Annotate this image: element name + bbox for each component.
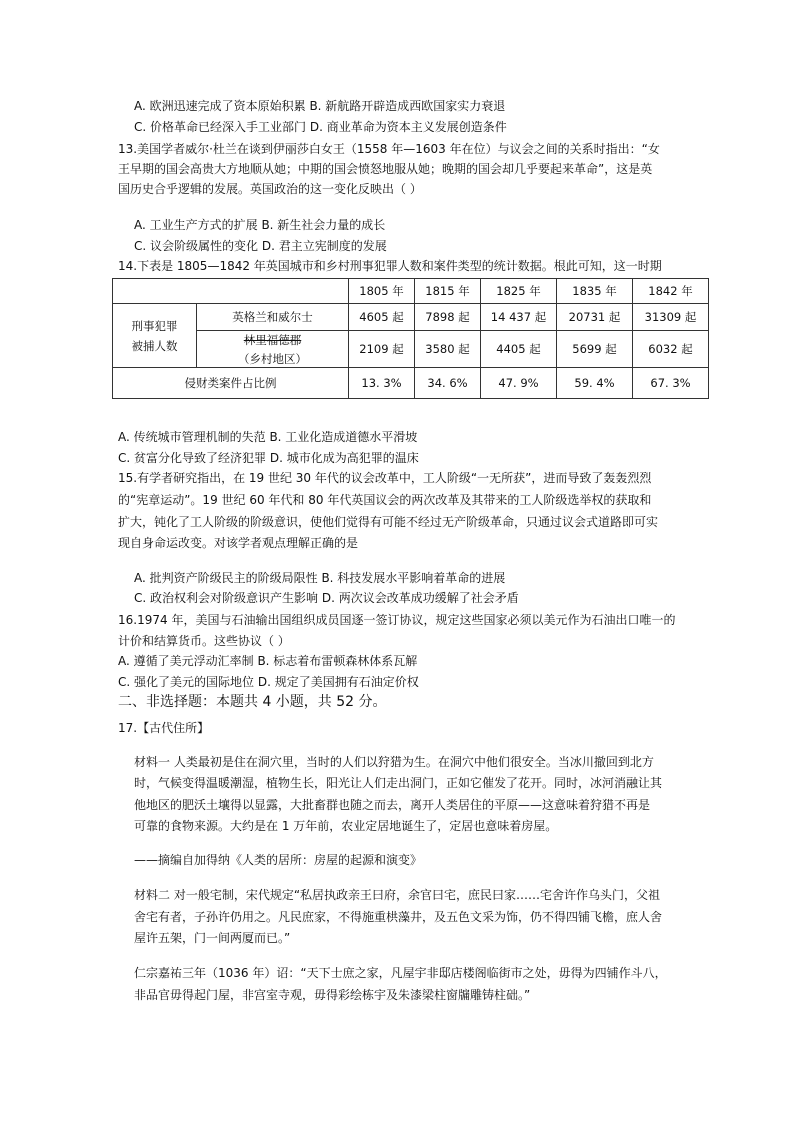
row-label-rural xyxy=(197,331,349,368)
q15-stem-line1: 15.有学者研究指出，在 19 世纪 30 年代的议会改革中，工人阶级“一无所获”，进而导致了轰轰烈烈 xyxy=(118,471,652,485)
material1-line4: 可靠的食物来源。大约是在 1 万年前，农业定居地诞生了，定居也意味着房屋。 xyxy=(134,819,558,833)
year-header: 1815 年 xyxy=(415,279,481,304)
table-header-row xyxy=(113,279,709,304)
table-cell: 31309 起 xyxy=(633,304,709,331)
material2-line1: 材料二 对一般宅制，宋代规定“私居执政亲王曰府，余官曰宅，庶民曰家……宅舍许作乌头门，父祖 xyxy=(134,888,661,902)
q13-options-ab: A. 工业生产方式的扩展 B. 新生社会力量的成长 xyxy=(134,218,386,232)
material3-line1: 仁宗嘉祐三年（1036 年）诏：“天下士庶之家，凡屋宇非邸店楼阁临街市之处，毋得为四铺作斗八， xyxy=(134,966,667,980)
year-header: 1842 年 xyxy=(633,279,709,304)
material2-line3: 屋许五架，门一间两厦而已。” xyxy=(134,931,291,945)
table-cell: 59. 4% xyxy=(557,368,633,399)
table-cell: 20731 起 xyxy=(557,304,633,331)
section-heading-non-choice: 二、非选择题：本题共 4 小题，共 52 分。 xyxy=(118,694,387,710)
table-cell: 13. 3% xyxy=(349,368,415,399)
table-cell: 47. 9% xyxy=(481,368,557,399)
table-row xyxy=(113,331,709,368)
table-cell: 5699 起 xyxy=(557,331,633,368)
table-row xyxy=(113,304,709,331)
row-label-property-crime: 侵财类案件占比例 xyxy=(113,368,349,399)
q15-options-ab: A. 批判资产阶级民主的阶级局限性 B. 科技发展水平影响着革命的进展 xyxy=(134,571,506,585)
year-header: 1825 年 xyxy=(481,279,557,304)
year-header: 1835 年 xyxy=(557,279,633,304)
table-cell: 14 437 起 xyxy=(481,304,557,331)
q16-options-cd: C. 强化了美元的国际地位 D. 规定了美国拥有石油定价权 xyxy=(118,675,419,689)
row-label-rural-line1: 林里福德郡 xyxy=(243,332,302,347)
material1-line3: 他地区的肥沃土壤得以显露，大批畜群也随之而去，离开人类居住的平原——这意味着狩猎不再是 xyxy=(134,798,651,812)
material3-line2: 非品官毋得起门屋，非宫室寺观，毋得彩绘栋宇及朱漆梁柱窗牖雕铸柱础。” xyxy=(134,988,531,1002)
row-group-label xyxy=(113,304,197,368)
row-label-rural-line2: （乡村地区） xyxy=(238,351,307,366)
q13-stem-line3: 国历史合乎逻辑的发展。英国政治的这一变化反映出（ ） xyxy=(118,182,422,196)
q13-stem-line1: 13.美国学者威尔·杜兰在谈到伊丽莎白女王（1558 年—1603 年在位）与议会之间的关系时指出：“女 xyxy=(118,142,660,156)
q15-stem-line2: 的“宪章运动”。19 世纪 60 年代和 80 年代英国议会的两次改革及其带来的工人阶级选举权的获取和 xyxy=(118,493,652,507)
q15-stem-line3: 扩大，钝化了工人阶级的阶级意识，使他们觉得有可能不经过无产阶级革命，只通过议会式道路即可实 xyxy=(118,515,659,529)
table-cell: 34. 6% xyxy=(415,368,481,399)
q14-options-cd: C. 贫富分化导致了经济犯罪 D. 城市化成为高犯罪的温床 xyxy=(118,451,419,465)
q13-options-cd: C. 议会阶级属性的变化 D. 君主立宪制度的发展 xyxy=(134,239,387,253)
q16-stem-line1: 16.1974 年，美国与石油输出国组织成员国逐一签订协议，规定这些国家必须以美元作为石油出口唯一的 xyxy=(118,613,676,627)
q12-options-ab: A. 欧洲迅速完成了资本原始积累 B. 新航路开辟造成西欧国家实力衰退 xyxy=(134,99,506,113)
table-corner-cell xyxy=(113,279,349,304)
crime-statistics-table xyxy=(112,278,709,399)
table-cell: 6032 起 xyxy=(633,331,709,368)
material1-line2: 时，气候变得温暖潮湿，植物生长，阳光让人们走出洞门，正如它催发了花开。同时，冰河消融让其 xyxy=(134,776,663,790)
table-cell: 4605 起 xyxy=(349,304,415,331)
year-header: 1805 年 xyxy=(349,279,415,304)
table-cell: 67. 3% xyxy=(633,368,709,399)
q17-heading: 17.【古代住所】 xyxy=(118,721,210,735)
q13-stem-line2: 王早期的国会高贵大方地顺从她；中期的国会愤怒地服从她；晚期的国会却几乎要起来革命”，这是英 xyxy=(118,162,653,176)
material1-source: ——摘编自加得纳《人类的居所：房屋的起源和演变》 xyxy=(134,853,423,867)
table-cell: 3580 起 xyxy=(415,331,481,368)
row-group-label-line1: 刑事犯罪 xyxy=(131,318,178,333)
q15-options-cd: C. 政治权利会对阶级意识产生影响 D. 两次议会改革成功缓解了社会矛盾 xyxy=(134,591,519,605)
q14-stem: 14.下表是 1805—1842 年英国城市和乡村刑事犯罪人数和案件类型的统计数据。根此可知，这一时期 xyxy=(118,259,662,273)
q14-options-ab: A. 传统城市管理机制的失范 B. 工业化造成道德水平滑坡 xyxy=(118,430,418,444)
material2-line2: 舍宅有者，子孙许仍用之。凡民庶家，不得施重栱藻井，及五色文采为饰，仍不得四铺飞檐，庶人舍 xyxy=(134,910,663,924)
table-row xyxy=(113,368,709,399)
row-group-label-line2: 被捕人数 xyxy=(131,338,178,353)
q16-options-ab: A. 遵循了美元浮动汇率制 B. 标志着布雷顿森林体系瓦解 xyxy=(118,654,418,668)
q12-options-cd: C. 价格革命已经深入手工业部门 D. 商业革命为资本主义发展创造条件 xyxy=(134,120,507,134)
q16-stem-line2: 计价和结算货币。这些协议（ ） xyxy=(118,634,290,648)
q15-stem-line4: 现自身命运改变。对该学者观点理解正确的是 xyxy=(118,536,359,550)
row-label-england-wales: 英格兰和威尔士 xyxy=(197,304,349,331)
material1-line1: 材料一 人类最初是住在洞穴里，当时的人们以狩猎为生。在洞穴中他们很安全。当冰川撤回到北方 xyxy=(134,755,654,769)
table-cell: 7898 起 xyxy=(415,304,481,331)
table-cell: 2109 起 xyxy=(349,331,415,368)
table-cell: 4405 起 xyxy=(481,331,557,368)
